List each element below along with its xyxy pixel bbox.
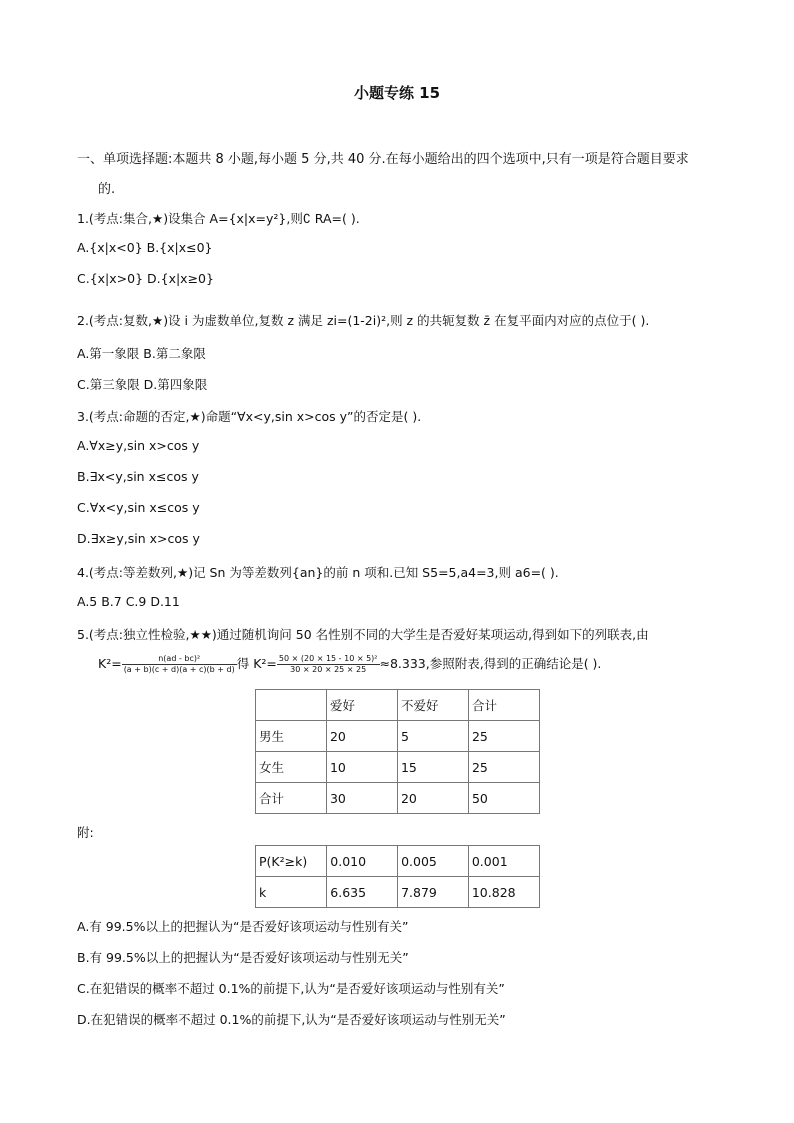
q1-stem: 1.(考点:集合,★)设集合 A={x|x=y²},则∁ RA=( ).: [77, 211, 360, 226]
q1-options-cd: C.{x|x>0} D.{x|x≥0}: [77, 271, 214, 286]
section-instructions-cont: 的.: [98, 182, 116, 197]
table-cell: 合计: [468, 690, 539, 721]
q3-option-b: B.∃x<y,sin x≤cos y: [77, 469, 199, 484]
q2-options-cd: C.第三象限 D.第四象限: [77, 377, 208, 392]
q3-stem: 3.(考点:命题的否定,★)命题“∀x<y,sin x>cos y”的否定是( ).: [77, 409, 422, 424]
table-cell: 男生: [256, 721, 327, 752]
table-cell: 50: [468, 783, 539, 814]
table-cell: 10: [326, 752, 397, 783]
chi-square-formula: $\frac{\text{n(ad - bc)²}}{(a + b)(c + d)(a + c)(b + d)}$: [123, 654, 235, 674]
formula-tail-text: ≈8.333,参照附表,得到的正确结论是( ).: [379, 656, 602, 671]
q1-options-ab: A.{x|x<0} B.{x|x≤0}: [77, 240, 213, 255]
table-cell: 7.879: [398, 877, 469, 908]
table-cell: 25: [468, 721, 539, 752]
q5-option-d: D.在犯错误的概率不超过 0.1%的前提下,认为“是否爱好该项运动与性别无关”: [77, 1012, 506, 1027]
table-cell: 爱好: [326, 690, 397, 721]
table-cell: 20: [397, 783, 468, 814]
table-cell: [256, 690, 327, 721]
q2-stem: 2.(考点:复数,★)设 i 为虚数单位,复数 z 满足 zi=(1-2i)²,则 z 的共轭复数 z̄ 在复平面内对应的点位于( ).: [77, 313, 650, 328]
page-title: 小题专练 15: [353, 84, 441, 102]
contingency-table: [255, 689, 540, 814]
table-cell: 20: [326, 721, 397, 752]
q5-option-b: B.有 99.5%以上的把握认为“是否爱好该项运动与性别无关”: [77, 950, 409, 965]
table-cell: 10.828: [468, 877, 539, 908]
q3-option-a: A.∀x≥y,sin x>cos y: [77, 438, 200, 453]
table-cell: 0.005: [398, 846, 469, 877]
table-row: [256, 846, 540, 877]
table-cell: 5: [397, 721, 468, 752]
table-cell: 15: [397, 752, 468, 783]
table-cell: 女生: [256, 752, 327, 783]
chi-square-computation: $\frac{\text{50 × (20 × 15 - 10 × 5)²}}{30 \times 20 \times 25 \times 25}$: [278, 654, 378, 674]
table-cell: 6.635: [327, 877, 398, 908]
q4-stem: 4.(考点:等差数列,★)记 Sn 为等差数列{an}的前 n 项和.已知 S5=5,a4=3,则 a6=( ).: [77, 565, 559, 580]
critical-value-table: [255, 845, 540, 908]
q3-option-c: C.∀x<y,sin x≤cos y: [77, 500, 200, 515]
table-row: [256, 783, 540, 814]
q5-option-a: A.有 99.5%以上的把握认为“是否爱好该项运动与性别有关”: [77, 919, 409, 934]
q2-options-ab: A.第一象限 B.第二象限: [77, 346, 206, 361]
table-cell: 30: [326, 783, 397, 814]
table-row: [256, 752, 540, 783]
table-cell: 0.001: [468, 846, 539, 877]
table-row: [256, 721, 540, 752]
table-row: [256, 690, 540, 721]
appendix-label: 附:: [77, 825, 94, 840]
table-cell: 25: [468, 752, 539, 783]
formula-mid-text: 得 K²=: [236, 656, 277, 671]
k2-label: K²=: [98, 656, 122, 671]
table-cell: P(K²≥k): [256, 846, 327, 877]
q3-option-d: D.∃x≥y,sin x>cos y: [77, 531, 200, 546]
table-cell: 0.010: [327, 846, 398, 877]
q5-formula-line: [98, 654, 601, 675]
table-row: [256, 877, 540, 908]
q5-option-c: C.在犯错误的概率不超过 0.1%的前提下,认为“是否爱好该项运动与性别有关”: [77, 981, 505, 996]
q5-stem: 5.(考点:独立性检验,★★)通过随机询问 50 名性别不同的大学生是否爱好某项运动,得到如下的列联表,由: [77, 627, 649, 642]
table-cell: 不爱好: [397, 690, 468, 721]
table-cell: k: [256, 877, 327, 908]
q4-options: A.5 B.7 C.9 D.11: [77, 594, 180, 609]
section-instructions: 一、单项选择题:本题共 8 小题,每小题 5 分,共 40 分.在每小题给出的四个选项中,只有一项是符合题目要求: [77, 152, 689, 167]
table-cell: 合计: [256, 783, 327, 814]
